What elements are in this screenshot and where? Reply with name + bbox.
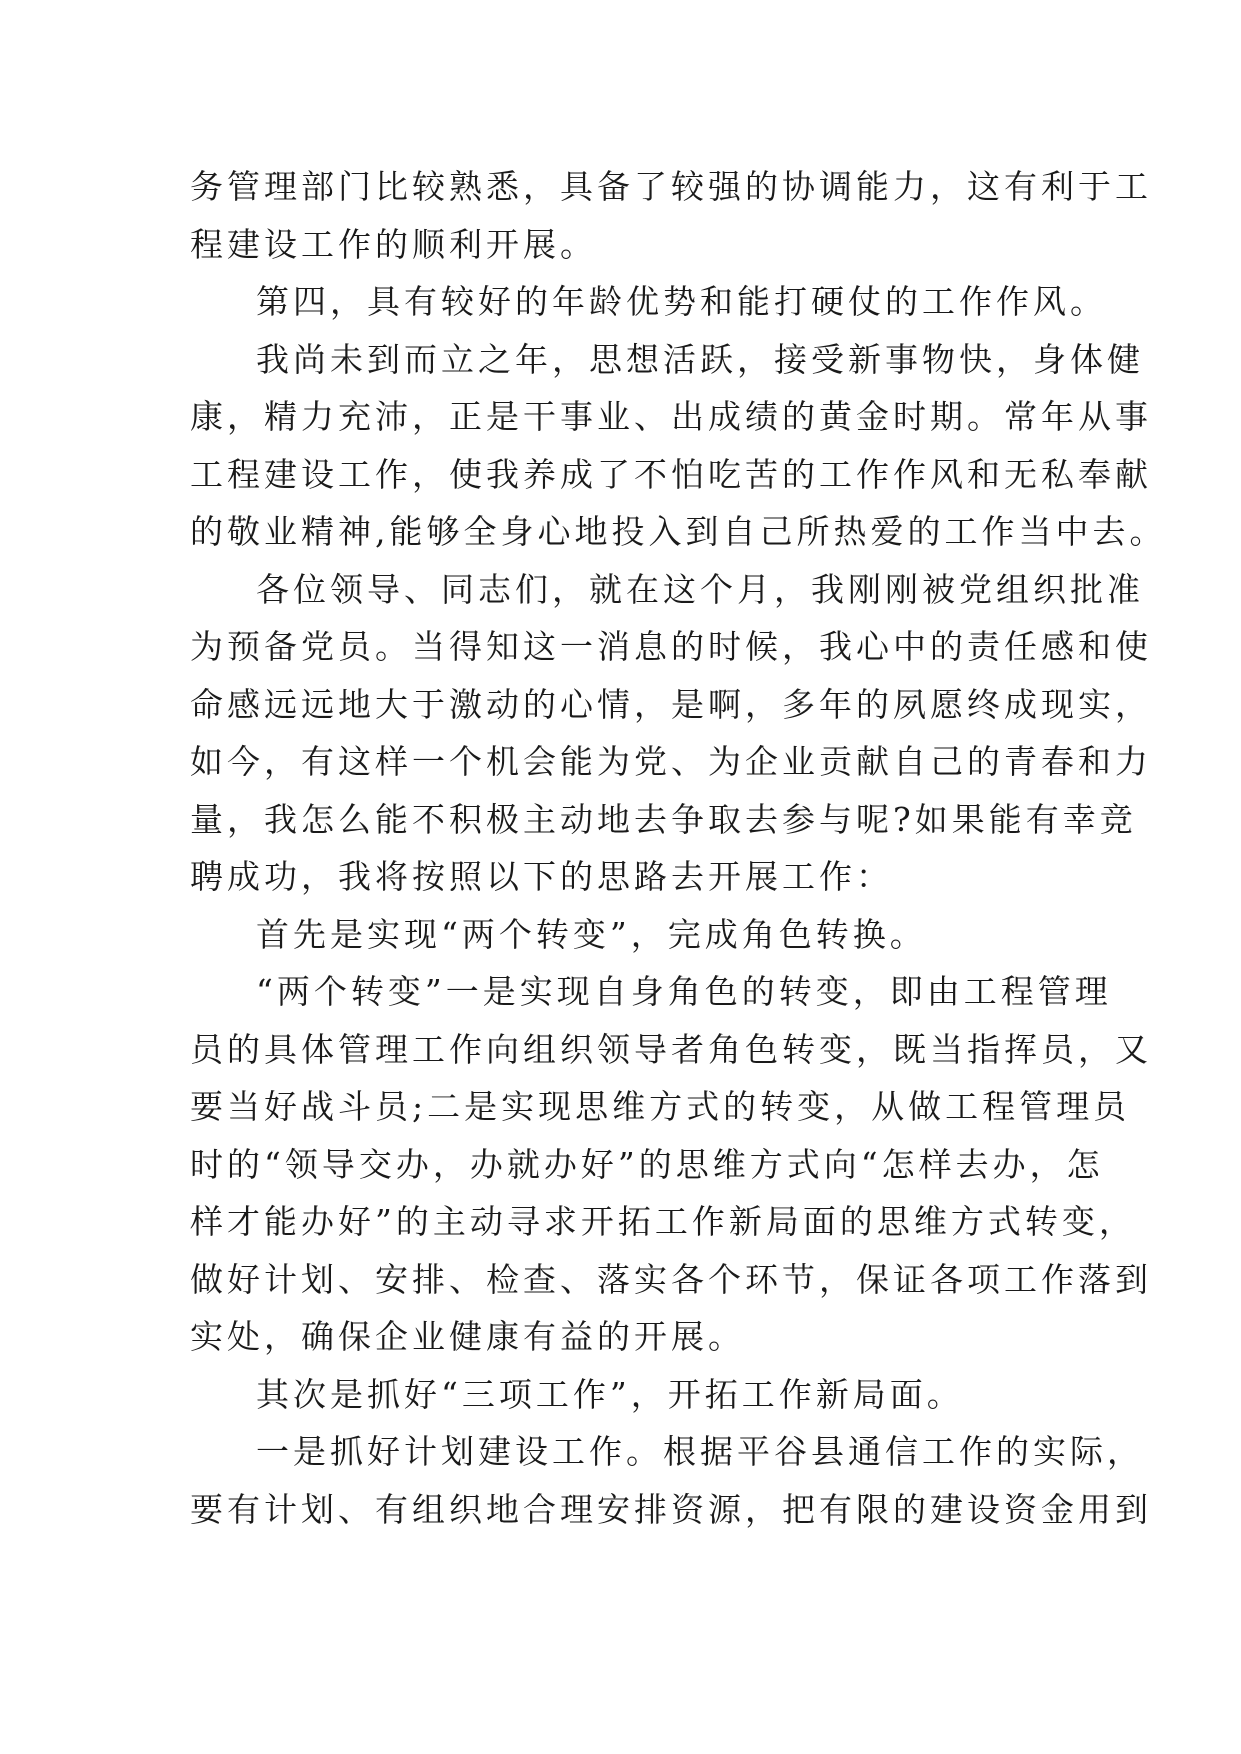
text-line: 工程建设工作，使我养成了不怕吃苦的工作作风和无私奉献 xyxy=(190,454,1152,494)
text-line: 量，我怎么能不积极主动地去争取去参与呢?如果能有幸竞 xyxy=(190,799,1137,839)
text-line: 务管理部门比较熟悉，具备了较强的协调能力，这有利于工 xyxy=(190,167,1152,206)
text-line: 各位领导、同志们，就在这个月，我刚刚被党组织批准 xyxy=(256,569,1144,609)
body-text xyxy=(190,158,1167,1538)
text-line: “两个转变”一是实现自身角色的转变，即由工程管理 xyxy=(256,972,1112,1011)
text-line: 为预备党员。当得知这一消息的时候，我心中的责任感和使 xyxy=(190,627,1152,666)
text-line: 如今，有这样一个机会能为党、为企业贡献自己的青春和力 xyxy=(190,742,1152,781)
text-line: 时的“领导交办，办就办好”的思维方式向“怎样去办，怎 xyxy=(190,1144,1104,1184)
text-line: 要有计划、有组织地合理安排资源，把有限的建设资金用到 xyxy=(190,1489,1152,1529)
text-line: 聘成功，我将按照以下的思路去开展工作： xyxy=(190,857,893,896)
text-line: 一是抓好计划建设工作。根据平谷县通信工作的实际， xyxy=(256,1432,1144,1471)
text-line: 首先是实现“两个转变”，完成角色转换。 xyxy=(256,914,927,954)
text-line: 实处，确保企业健康有益的开展。 xyxy=(190,1317,745,1356)
text-line: 要当好战斗员;二是实现思维方式的转变，从做工程管理员 xyxy=(190,1087,1131,1126)
text-line: 我尚未到而立之年，思想活跃，接受新事物快，身体健 xyxy=(256,339,1144,379)
text-line: 其次是抓好“三项工作”，开拓工作新局面。 xyxy=(256,1374,964,1414)
text-line: 样才能办好”的主动寻求开拓工作新局面的思维方式转变， xyxy=(190,1202,1136,1241)
text-line: 第四，具有较好的年龄优势和能打硬仗的工作作风。 xyxy=(256,282,1107,321)
text-line: 员的具体管理工作向组织领导者角色转变，既当指挥员，又 xyxy=(190,1029,1152,1069)
text-line: 的敬业精神,能够全身心地投入到自己所热爱的工作当中去。 xyxy=(190,512,1167,551)
text-line: 做好计划、安排、检查、落实各个环节，保证各项工作落到 xyxy=(190,1259,1152,1299)
text-line: 康，精力充沛，正是干事业、出成绩的黄金时期。常年从事 xyxy=(190,397,1152,436)
text-line: 命感远远地大于激动的心情，是啊，多年的夙愿终成现实， xyxy=(190,684,1152,724)
text-line: 程建设工作的顺利开展。 xyxy=(190,224,597,264)
